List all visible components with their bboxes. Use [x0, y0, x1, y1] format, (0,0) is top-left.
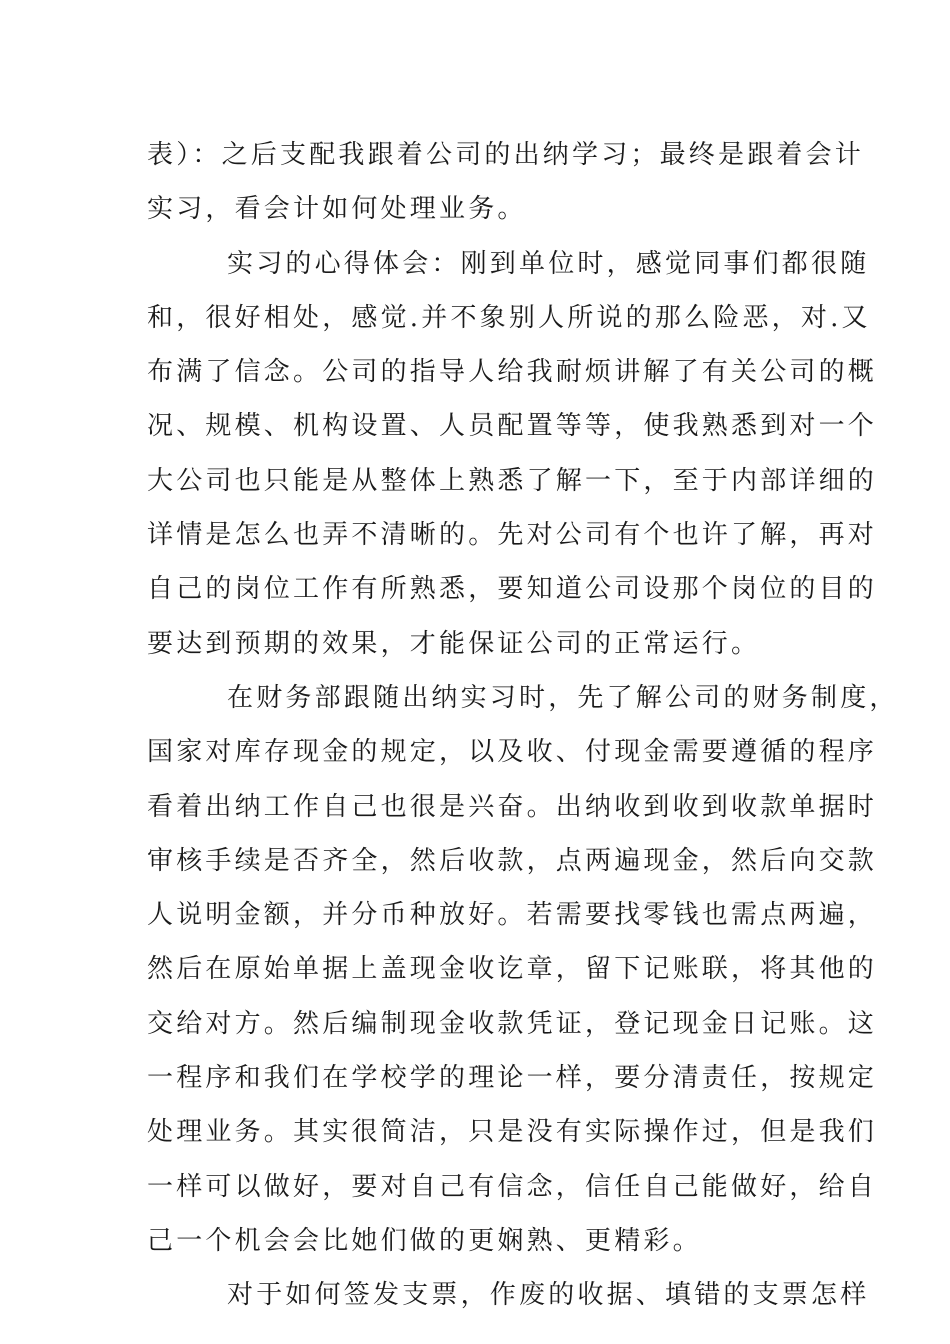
text-line: 大公司也只能是从整体上熟悉了解一下，至于内部详细的	[147, 465, 878, 496]
text-line: 要达到预期的效果，才能保证公司的正常运行。	[147, 628, 761, 659]
text-line: 和，很好相处，感觉.并不象别人所说的那么险恶，对.又	[147, 302, 871, 333]
text-line: 自己的岗位工作有所熟悉，要知道公司设那个岗位的目的	[147, 574, 878, 605]
paragraph-first-line: 实习的心得体会：刚到单位时，感觉同事们都很随	[227, 248, 870, 279]
text-line: 己一个机会会比她们做的更娴熟、更精彩。	[147, 1225, 702, 1256]
text-line: 国家对库存现金的规定，以及收、付现金需要遵循的程序	[147, 737, 878, 768]
text-line: 况、规模、机构设置、人员配置等等，使我熟悉到对一个	[147, 411, 878, 442]
text-line: 布满了信念。公司的指导人给我耐烦讲解了有关公司的概	[147, 357, 878, 388]
text-line: 交给对方。然后编制现金收款凭证，登记现金日记账。这	[147, 1008, 878, 1039]
text-line: 表）：之后支配我跟着公司的出纳学习；最终是跟着会计	[147, 140, 865, 170]
text-line: 看着出纳工作自己也很是兴奋。出纳收到收到收款单据时	[147, 791, 878, 822]
text-line: 详情是怎么也弄不清晰的。先对公司有个也许了解，再对	[147, 520, 878, 551]
text-line: 审核手续是否齐全，然后收款，点两遍现金，然后向交款	[147, 845, 878, 876]
text-line: 然后在原始单据上盖现金收讫章，留下记账联，将其他的	[147, 954, 878, 985]
text-line: 处理业务。其实很简洁，只是没有实际操作过，但是我们	[147, 1117, 878, 1148]
text-line: 人说明金额，并分币种放好。若需要找零钱也需点两遍，	[147, 900, 878, 931]
body-text	[147, 128, 899, 1323]
text-line: 实习，看会计如何处理业务。	[147, 194, 527, 225]
text-line: 一样可以做好，要对自己有信念，信任自己能做好，给自	[147, 1171, 878, 1202]
text-line: 一程序和我们在学校学的理论一样，要分清责任，按规定	[147, 1063, 878, 1094]
paragraph-first-line: 在财务部跟随出纳实习时，先了解公司的财务制度，	[227, 682, 899, 713]
paragraph-first-line: 对于如何签发支票，作废的收据、填错的支票怎样	[227, 1280, 870, 1311]
